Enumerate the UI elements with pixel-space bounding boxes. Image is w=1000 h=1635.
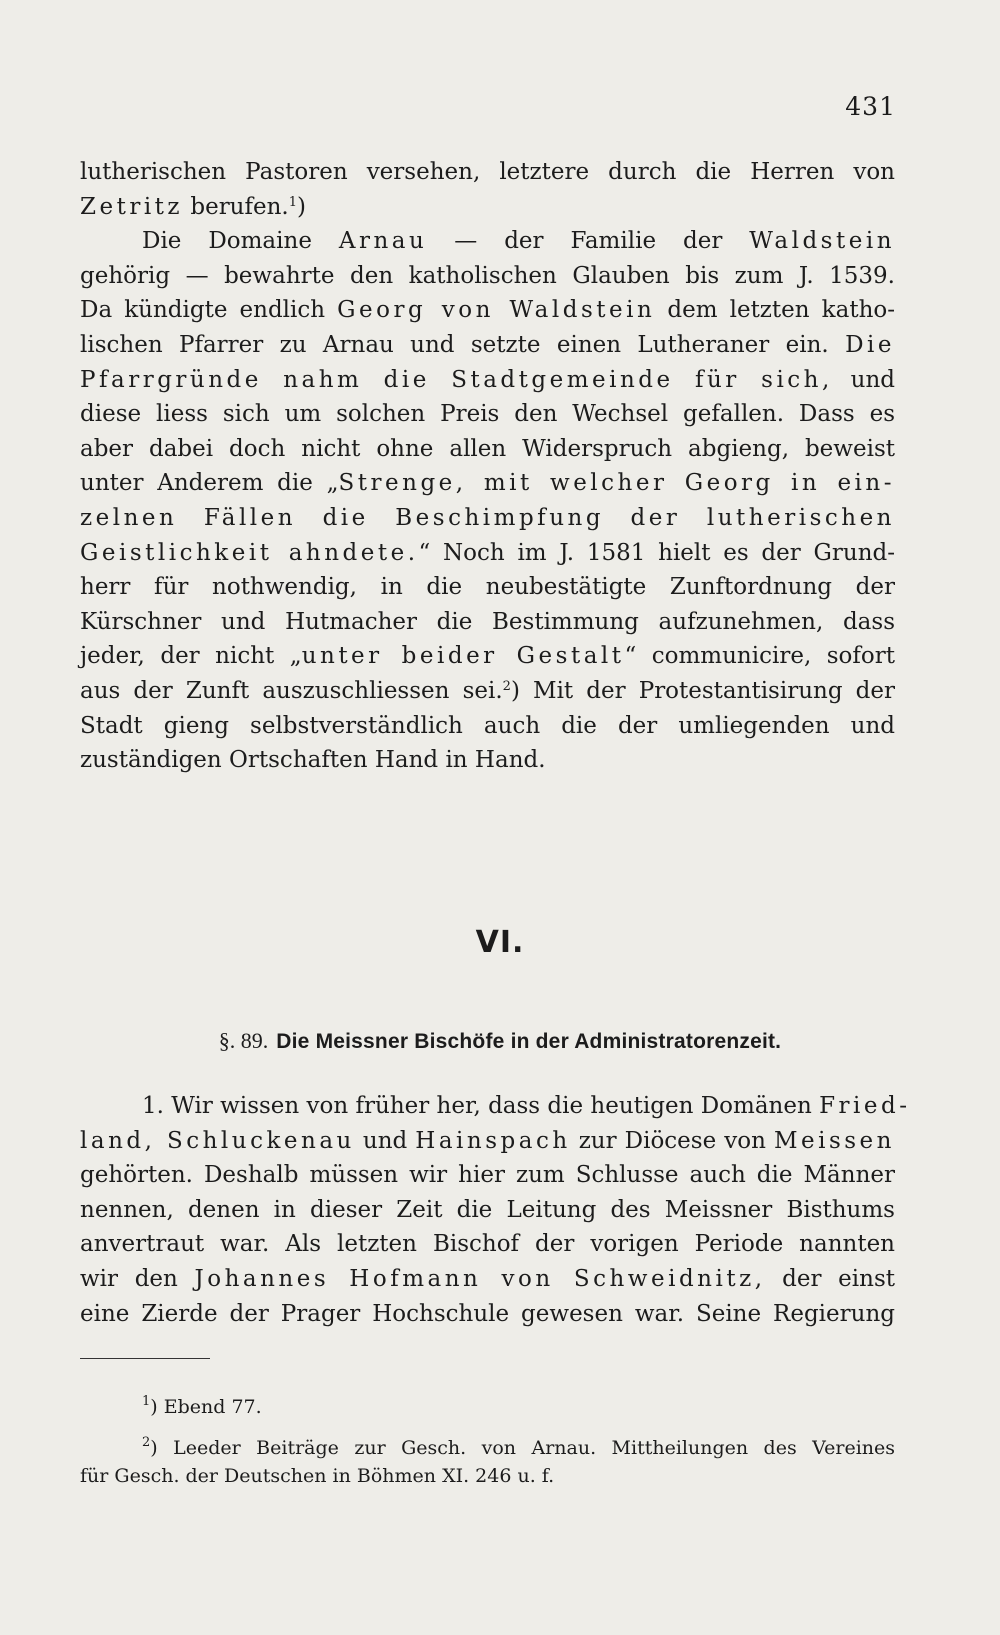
text-line: Kürschner und Hutmacher die Bestimmung aufzunehmen, dass bbox=[80, 608, 895, 635]
text-line: Geistlichkeit ahndete.“ Noch im J. 1581 hielt es der Grund- bbox=[80, 539, 895, 566]
text-line: Die Domaine Arnau — der Familie der Waldstein bbox=[142, 228, 896, 255]
footnote-line: $^2$) Leeder Beiträge zur Gesch. von Arnau. Mittheilungen des Vereines bbox=[142, 1435, 895, 1459]
text-line: lutherischen Pastoren versehen, letztere durch die Herren von bbox=[80, 159, 895, 185]
text-line: Pfarrgründe nahm die Stadtgemeinde für sich, und bbox=[80, 366, 895, 393]
text-line: diese liess sich um solchen Preis den Wechsel gefallen. Dass es bbox=[80, 401, 895, 428]
text-line: unter Anderem die „Strenge, mit welcher Georg in ein- bbox=[80, 470, 895, 497]
footnote-2 bbox=[80, 1434, 895, 1490]
text-line: eine Zierde der Prager Hochschule gewesen war. Seine Regierung bbox=[80, 1300, 895, 1327]
paragraph-2 bbox=[80, 1089, 911, 1331]
text-line: zuständigen Ortschaften Hand in Hand. bbox=[80, 747, 546, 774]
text-line: land, Schluckenau und Hainspach zur Diöcese von Meissen bbox=[80, 1127, 895, 1154]
section-title: Die Meissner Bischöfe in der Administratorenzeit. bbox=[276, 1030, 782, 1053]
page-number: 431 bbox=[845, 92, 896, 121]
text-line: aber dabei doch nicht ohne allen Widerspruch abgieng, beweist bbox=[80, 435, 895, 462]
text-line: Zetritz berufen.$^1$) bbox=[80, 193, 307, 220]
text-line: gehörig — bewahrte den katholischen Glauben bis zum J. 1539. bbox=[80, 262, 895, 289]
text-line: 1. Wir wissen von früher her, dass die heutigen Domänen Fried- bbox=[142, 1093, 911, 1119]
footnote-divider bbox=[80, 1358, 210, 1359]
section-heading bbox=[0, 1028, 1000, 1054]
text-line: nennen, denen in dieser Zeit die Leitung des Meissner Bisthums bbox=[80, 1196, 895, 1223]
text-line: gehörten. Deshalb müssen wir hier zum Schlusse auch die Männer bbox=[80, 1162, 895, 1189]
text-line: aus der Zunft auszuschliessen sei.$^2$) Mit der Protestantisirung der bbox=[80, 677, 895, 704]
text-line: herr für nothwendig, in die neubestätigte Zunftordnung der bbox=[80, 574, 895, 601]
paragraph-1 bbox=[80, 155, 895, 778]
text-line: wir den Johannes Hofmann von Schweidnitz, der einst bbox=[80, 1265, 895, 1292]
footnote-line: für Gesch. der Deutschen in Böhmen XI. 246 u. f. bbox=[80, 1465, 555, 1487]
footnote-1: $^1$) Ebend 77. bbox=[142, 1394, 262, 1418]
text-line: zelnen Fällen die Beschimpfung der lutherischen bbox=[80, 504, 895, 531]
text-line: Stadt gieng selbstverständlich auch die der umliegenden und bbox=[80, 712, 895, 739]
footnote-ref: 2 bbox=[502, 678, 511, 694]
text-line: Da kündigte endlich Georg von Waldstein dem letzten katho- bbox=[80, 297, 895, 324]
text-line: lischen Pfarrer zu Arnau und setzte einen Lutheraner ein. Die bbox=[80, 331, 895, 358]
footnote-ref: 1 bbox=[288, 194, 298, 210]
section-number: VI. bbox=[475, 925, 525, 960]
text-line: jeder, der nicht „unter beider Gestalt“ communicire, sofort bbox=[80, 643, 895, 670]
text-line: anvertraut war. Als letzten Bischof der vorigen Periode nannten bbox=[80, 1231, 895, 1258]
paragraph-sign: §. 89. bbox=[218, 1028, 269, 1053]
